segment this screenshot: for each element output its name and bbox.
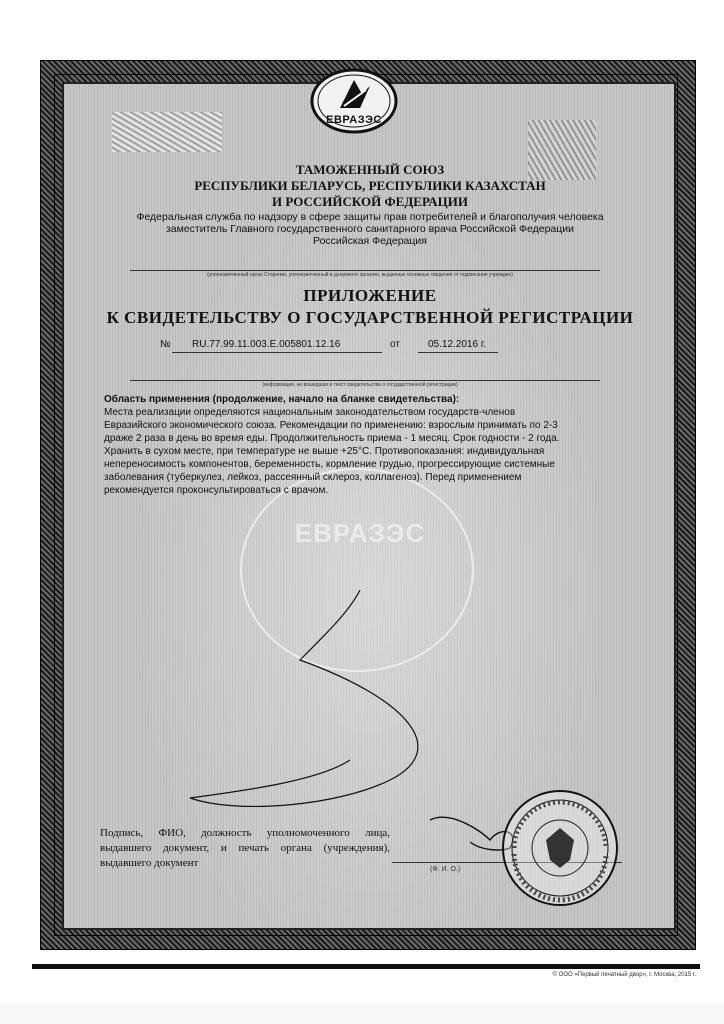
header-line-2: РЕСПУБЛИКИ БЕЛАРУСЬ, РЕСПУБЛИКИ КАЗАХСТАН <box>194 178 546 193</box>
scope-line-4: Хранить в сухом месте, при температуре не выше +25°С. Противопоказания: индивидуальная <box>104 446 545 457</box>
registration-number: RU.77.99.11.003.E.005801.12.16 <box>192 339 341 350</box>
scope-line-6: заболевания (туберкулез, лейкоз, рассеянный склероз, коллагеноз). Перед применением <box>104 472 522 483</box>
document-title-line-1: ПРИЛОЖЕНИЕ <box>303 286 437 305</box>
registration-caption: (информация, не вошедшая в текст свидетельства о государственной регистрации) <box>262 382 458 388</box>
authority-line-1: Федеральная служба по надзору в сфере защиты прав потребителей и благополучия человека <box>136 211 604 223</box>
header-line-1: ТАМОЖЕННЫЙ СОЮЗ <box>295 162 445 177</box>
number-underline <box>172 352 382 353</box>
scope-line-5: непереносимость компонентов, беременность, кормление грудью, прогрессирующие системные <box>104 459 555 470</box>
official-seal-icon <box>500 788 620 908</box>
watermark-text: ЕВРАЗЭС <box>294 518 426 548</box>
authority-caption: (уполномоченный орган Сторонки, уполномоченный в документе органом, выданные основные сведения от подписания учрежден) <box>207 272 513 278</box>
info-underline <box>130 380 600 381</box>
hologram-patch-left <box>112 112 222 152</box>
number-label: № <box>160 339 171 350</box>
authority-underline <box>130 270 600 271</box>
scope-line-7: рекомендуется проконсультироваться с врачом. <box>104 485 329 496</box>
date-from-label: от <box>390 339 400 350</box>
authority-line-3: Российская Федерация <box>313 235 427 247</box>
registration-date: 05.12.2016 г. <box>428 339 487 350</box>
header-line-3: И РОССИЙСКОЙ ФЕДЕРАЦИИ <box>272 194 468 209</box>
scope-heading: Область применения (продолжение, начало на бланке свидетельства): <box>104 394 460 405</box>
scope-line-2: Евразийского экономического союза. Рекомендации по применению: взрослым принимать по 2-3 <box>104 420 558 431</box>
page-bottom-rule <box>32 964 700 969</box>
date-underline <box>418 352 498 353</box>
document-title-line-2: К СВИДЕТЕЛЬСТВУ О ГОСУДАРСТВЕННОЙ РЕГИСТРАЦИИ <box>106 308 634 327</box>
logo-text: ЕВРАЗЭС <box>326 114 382 126</box>
signatory-text: Подпись, ФИО, должность уполномоченного лица, выдавшего документ, и печать органа (учреждения), выдавшего документ <box>100 827 390 869</box>
signature-caption: (Ф. И. О.) <box>430 866 461 873</box>
scan-margin <box>0 1004 724 1024</box>
authority-line-2: заместитель Главного государственного санитарного врача Российской Федерации <box>165 223 575 235</box>
scope-line-3: драже 2 раза в день во время еды. Продолжительность приема - 1 месяц. Срок годности - 2 года. <box>104 433 560 444</box>
printer-imprint: © ООО «Первый печатный двор», г. Москва, 2015 г. <box>552 972 696 978</box>
scope-line-1: Места реализации определяются национальным законодательством государств-членов <box>104 407 516 418</box>
